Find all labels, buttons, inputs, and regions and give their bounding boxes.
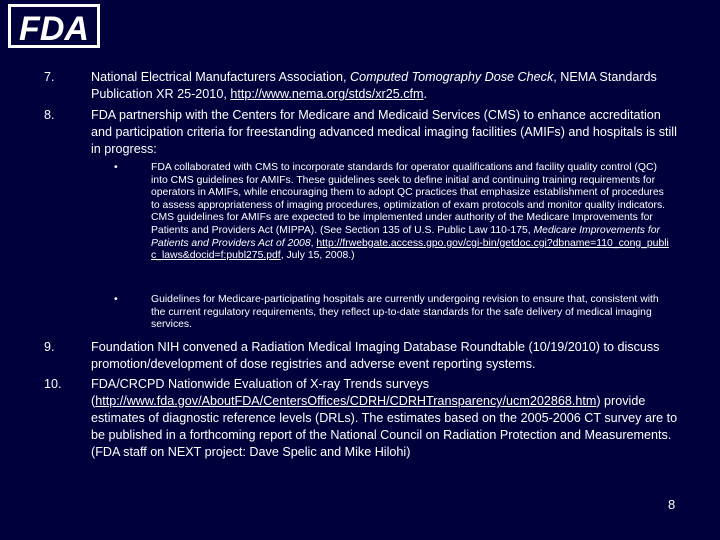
item-text: Foundation NIH convened a Radiation Medical Imaging Database Roundtable (10/19/2010) to discuss promotion/development of dose registries and adverse event reporting systems. — [91, 340, 660, 371]
item-number: 10. — [44, 377, 62, 391]
page-number: 8 — [668, 497, 676, 512]
reference-item-7 — [44, 69, 684, 103]
item-text: FDA partnership with the Centers for Medicare and Medicaid Services (CMS) to enhance accreditation and participation criteria for freestanding advanced medical imaging facilities (AMIFs) and hospitals is still in progress: — [91, 108, 677, 156]
bullet-icon: • — [114, 162, 118, 173]
bullet-icon: • — [114, 294, 118, 305]
svg-text:FDA: FDA — [19, 10, 89, 48]
reference-item-8 — [44, 107, 684, 158]
item-number: 9. — [44, 340, 55, 354]
fda-logo — [8, 4, 100, 48]
fda-transparency-link[interactable]: http://www.fda.gov/AboutFDA/CentersOffices/CDRH/CDRHTransparency/ucm202868.htm — [95, 394, 597, 408]
gpo-link[interactable]: http://frwebgate.access.gpo.gov/cgi-bin/getdoc.cgi?dbname=110_cong_public_laws&docid=f:publ275.pdf — [151, 237, 669, 262]
bullet-item-hospital-guidelines — [114, 294, 674, 332]
reference-item-10 — [44, 376, 684, 461]
item-text: National Electrical Manufacturers Association, Computed Tomography Dose Check, NEMA Standards Publication XR 25-2010, http://www.nema.org/stds/xr25.cfm. — [91, 70, 657, 101]
item-text: FDA/CRCPD Nationwide Evaluation of X-ray Trends surveys (http://www.fda.gov/AboutFDA/CentersOffices/CDRH/CDRHTransparency/ucm202868.htm) provide estimates of diagnostic reference levels (DRLs). The estimates based on the 2005-2006 CT survey are to be published in a forthcoming report of the National Council on Radiation Protection and Measurements. (FDA staff on NEXT project: Dave Spelic and Mike Hilohi) — [91, 377, 678, 459]
item-number: 8. — [44, 108, 55, 122]
reference-item-9 — [44, 339, 684, 373]
bullet-text: Guidelines for Medicare-participating hospitals are currently undergoing revision to ensure that, consistent with the current regulatory requirements, they reflect up-to-date standards for the safe delivery of medical imaging services. — [151, 294, 659, 331]
bullet-text: FDA collaborated with CMS to incorporate standards for operator qualifications and facility quality control (QC) into CMS guidelines for AMIFs. These guidelines seek to define initial and continuing training requirements for operators in AMIFs, while encouraging them to adopt QC practices that emphasize establishment of procedures to assess appropriateness of imaging procedures, optimization of exam protocols and monitor quality indicators. CMS guidelines for AMIFs are expected to be implemented under authority of the Medicare Improvements for Patients and Providers Act (MIPPA). (See Section 135 of U.S. Public Law 110-175, Medicare Improvements for Patients and Providers Act of 2008, http://frwebgate.access.gpo.gov/cgi-bin/getdoc.cgi?dbname=110_cong_public_laws&docid=f:publ275.pdf, July 15, 2008.) — [151, 162, 669, 262]
nema-link[interactable]: http://www.nema.org/stds/xr25.cfm — [230, 87, 424, 101]
bullet-item-cms-amif — [114, 162, 674, 263]
item-number: 7. — [44, 70, 55, 84]
